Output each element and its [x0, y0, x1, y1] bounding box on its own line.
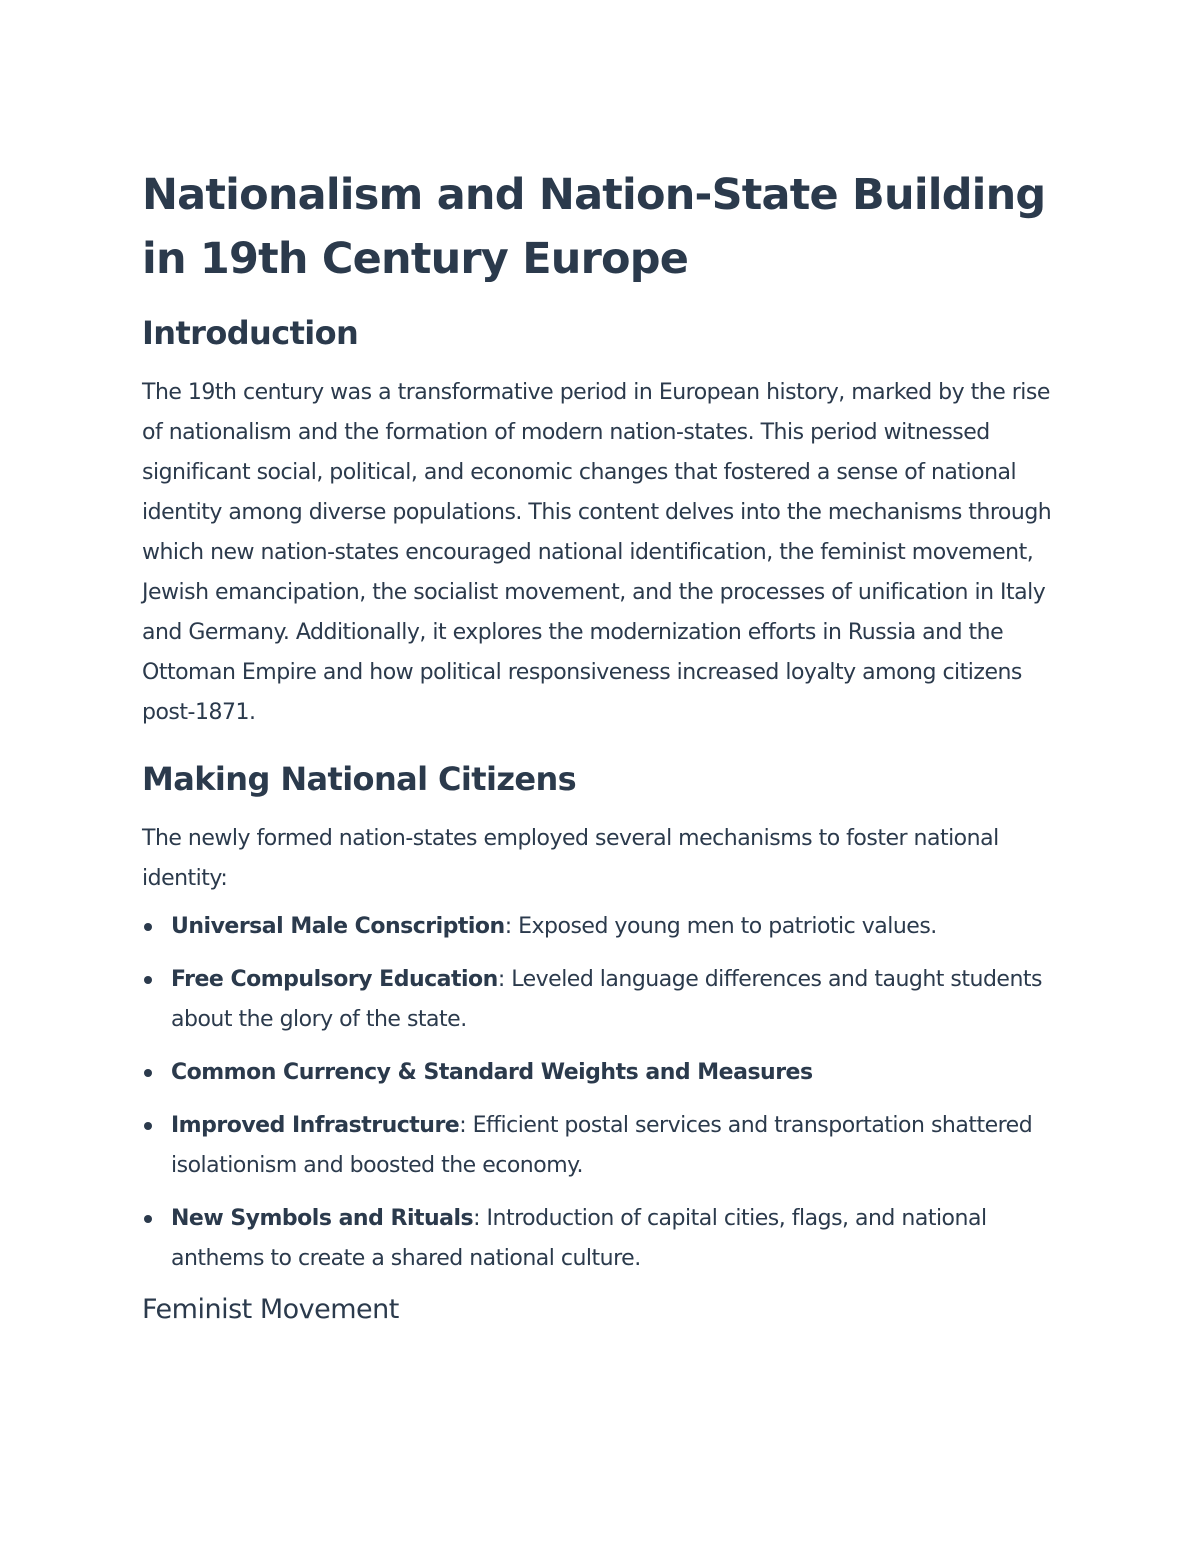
list-item-desc: : Exposed young men to patriotic values.	[504, 914, 937, 939]
making-citizens-heading: Making National Citizens	[142, 760, 577, 798]
document-page	[142, 163, 1062, 1330]
bullet-icon	[144, 1215, 152, 1223]
document-title: Nationalism and Nation-State Building in 19th Century Europe	[142, 170, 1046, 284]
bullet-icon	[144, 1069, 152, 1077]
list-item	[142, 1053, 1062, 1093]
bullet-icon	[144, 1122, 152, 1130]
list-item	[142, 960, 1062, 1040]
list-item	[142, 1199, 1062, 1279]
bullet-icon	[144, 976, 152, 984]
list-item-term: Universal Male Conscription	[171, 914, 505, 939]
list-item	[142, 1106, 1062, 1186]
list-item-term: Improved Infrastructure	[171, 1113, 460, 1138]
list-item-term: Free Compulsory Education	[171, 967, 498, 992]
list-item-desc: : Efficient postal services and transportation shattered isolationism and boosted the economy.	[171, 1113, 1033, 1178]
list-item-term: Common Currency & Standard Weights and Measures	[171, 1060, 813, 1085]
bullet-icon	[144, 923, 152, 931]
feminist-heading: Feminist Movement	[142, 1294, 399, 1325]
introduction-paragraph: The 19th century was a transformative period in European history, marked by the rise of nationalism and the formation of modern nation-states. This period witnessed significant social, political, and economic changes that fostered a sense of national identity among diverse populations. This content delves into the mechanisms through which new nation-states encouraged national identification, the feminist movement, Jewish emancipation, the socialist movement, and the processes of unification in Italy and Germany. Additionally, it explores the modernization efforts in Russia and the Ottoman Empire and how political responsiveness increased loyalty among citizens post-1871.	[142, 380, 1052, 725]
introduction-heading: Introduction	[142, 314, 359, 352]
list-item-desc: : Introduction of capital cities, flags, and national anthems to create a shared national culture.	[171, 1206, 987, 1271]
list-item	[142, 907, 1062, 947]
mechanisms-list	[142, 907, 1062, 1279]
list-item-term: New Symbols and Rituals	[171, 1206, 474, 1231]
making-citizens-lead: The newly formed nation-states employed several mechanisms to foster national identity:	[142, 826, 999, 891]
list-item-desc: : Leveled language differences and taught students about the glory of the state.	[171, 967, 1042, 1032]
